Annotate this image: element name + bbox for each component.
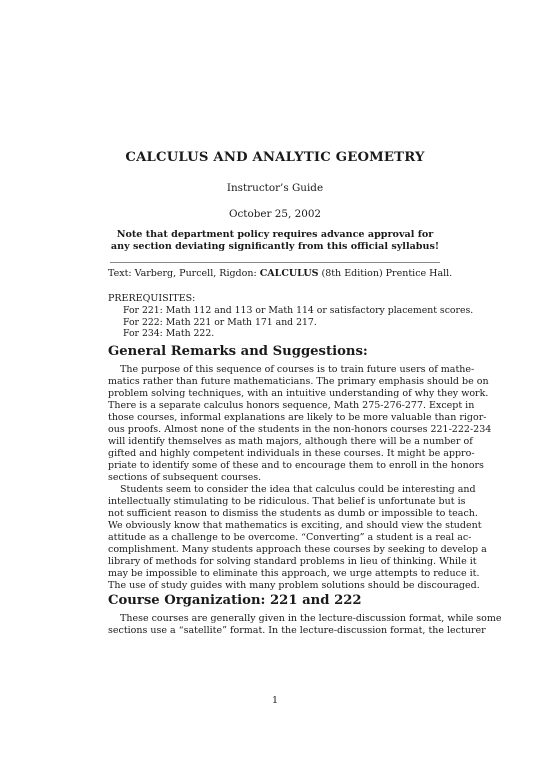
paragraph-line: sections of subsequent courses. <box>108 472 262 483</box>
paragraph-line: There is a separate calculus honors sequence, Math 275-276-277. Except in <box>108 400 475 411</box>
paragraph-line: ous proofs. Almost none of the students in the non-honors courses 221-222-234 <box>108 424 492 435</box>
section-heading-general-remarks: General Remarks and Suggestions: <box>108 344 368 359</box>
general-remarks-paragraph-2 <box>108 484 487 592</box>
paragraph-line: library of methods for solving standard problems in lieu of thinking. While it <box>108 556 477 567</box>
prerequisite-item: For 221: Math 112 and 113 or Math 114 or satisfactory placement scores. <box>123 305 474 316</box>
textbook-line <box>108 268 452 279</box>
textbook-prefix: Text: Varberg, Purcell, Rigdon: <box>108 268 260 279</box>
paragraph-line: We obviously know that mathematics is exciting, and should view the student <box>108 520 482 531</box>
paragraph-line: may be impossible to eliminate this approach, we urge attempts to reduce it. <box>108 568 480 579</box>
paragraph-line: priate to identify some of these and to encourage them to enroll in the honors <box>108 460 484 471</box>
policy-notice-line: any section deviating significantly from this official syllabus! <box>110 241 440 253</box>
prerequisite-item: For 234: Math 222. <box>123 328 215 340</box>
document-title: CALCULUS AND ANALYTIC GEOMETRY <box>125 150 425 165</box>
document-date: October 25, 2002 <box>228 208 322 220</box>
paragraph-line: The purpose of this sequence of courses is to train future users of mathe- <box>120 364 475 375</box>
paragraph-line: These courses are generally given in the lecture-discussion format, while some <box>120 613 502 624</box>
policy-notice-line: Note that department policy requires advance approval for <box>116 229 434 240</box>
paragraph-line: The use of study guides with many problem solutions should be discouraged. <box>108 580 480 591</box>
paragraph-line: not sufficient reason to dismiss the students as dumb or impossible to teach. <box>108 508 478 519</box>
paragraph-line: attitude as a challenge to be overcome. “Converting” a student is a real ac- <box>108 532 472 543</box>
paragraph-line: intellectually stimulating to be ridiculous. That belief is unfortunate but is <box>108 496 466 507</box>
textbook-title: CALCULUS <box>259 268 319 279</box>
paragraph-line: gifted and highly competent individuals in these courses. It might be appro- <box>108 448 475 459</box>
page-number: 1 <box>271 695 279 706</box>
textbook-suffix: (8th Edition) Prentice Hall. <box>318 268 453 279</box>
course-organization-paragraph <box>108 613 502 637</box>
divider-rule <box>110 262 440 263</box>
paragraph-line: Students seem to consider the idea that calculus could be interesting and <box>120 484 476 495</box>
prerequisites-heading: PREREQUISITES: <box>108 293 196 304</box>
section-heading-course-organization: Course Organization: 221 and 222 <box>108 593 362 608</box>
policy-notice <box>0 229 550 254</box>
paragraph-line: matics rather than future mathematicians. The primary emphasis should be on <box>108 376 489 387</box>
paragraph-line: complishment. Many students approach these courses by seeking to develop a <box>108 544 487 555</box>
document-subtitle: Instructor’s Guide <box>226 182 324 194</box>
paragraph-line: sections use a “satellite” format. In the lecture-discussion format, the lecturer <box>108 625 486 636</box>
prerequisite-item: For 222: Math 221 or Math 171 and 217. <box>123 316 317 328</box>
paragraph-line: those courses, informal explanations are likely to be more valuable than rigor- <box>108 412 487 423</box>
prerequisites-list <box>123 305 473 340</box>
general-remarks-paragraph-1 <box>108 364 492 484</box>
paragraph-line: problem solving techniques, with an intuitive understanding of why they work. <box>108 388 489 399</box>
paragraph-line: will identify themselves as math majors, although there will be a number of <box>108 436 473 447</box>
